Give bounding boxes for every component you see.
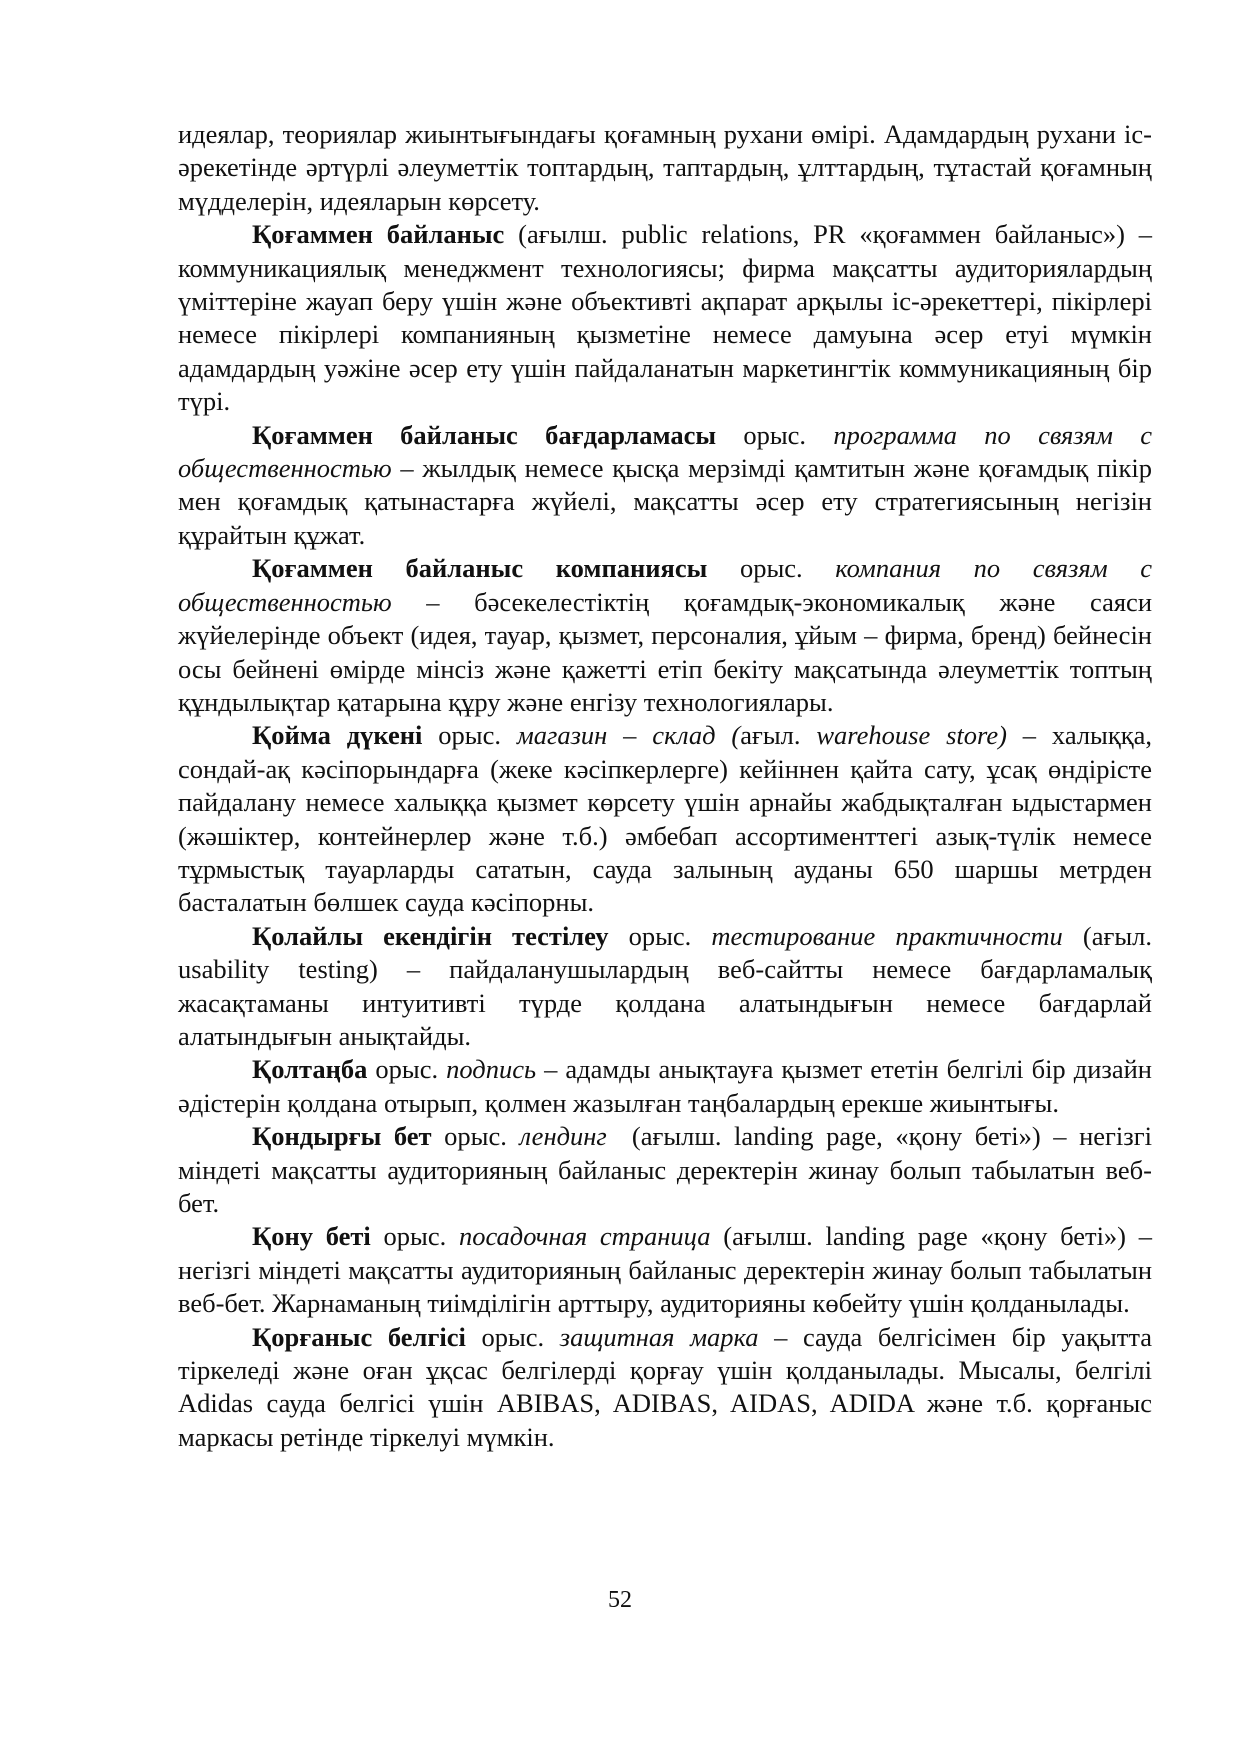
entry-russian-term: лендинг bbox=[519, 1121, 607, 1152]
entry-text: орыс. bbox=[367, 1054, 447, 1085]
entry-text: (ағылш. landing page «қону беті») – негізгі міндеті мақсатты аудиторияның байланыс деректерін жинау болып табылатын веб-бет. Жарнаманың тиімділігін арттыру, аудиторияны көбейту үшін қолданылады. bbox=[178, 1221, 1153, 1319]
entry-paragraph bbox=[178, 552, 1152, 719]
entry-term: Қоғаммен байланыс бағдарламасы bbox=[252, 419, 717, 450]
entry-russian-term: подпись bbox=[446, 1054, 537, 1085]
intro-text: идеялар, теориялар жиынтығындағы қоғамның рухани өмірі. Адамдардың рухани іс-әрекетінде әртүрлі әлеуметтік топтардың, таптардың, ұлттардың, тұтастай қоғамның мүдделерін, идеяларын көрсету. bbox=[178, 119, 1152, 216]
entry-text: орыс. bbox=[422, 720, 517, 751]
entry-text: – бәсекелестіктің қоғамдық-экономикалық және саяси жүйелерінде объект (идея, тауар, қызмет, персоналия, ұйым – фирма, бренд) бейнесін осы бейнені өмірде мінсіз және қажетті етіп бекіту мақсатында әлеуметтік топтың құндылықтар қатарына құру және енгізу технологиялары. bbox=[178, 586, 1152, 717]
entry-text: орыс. bbox=[608, 920, 712, 951]
entry-paragraph bbox=[178, 1053, 1152, 1120]
entry-text: (ағыл. usability testing) – пайдаланушылардың веб-сайтты немесе бағдарламалық жасақтаманы интуитивті түрде қолдана алатындығын немесе бағдарлай алатындығын анықтайды. bbox=[178, 920, 1152, 1051]
page-body bbox=[178, 118, 1159, 1454]
entry-russian-term: защитная марка bbox=[559, 1321, 759, 1352]
entry-text: орыс. bbox=[707, 553, 836, 584]
entry-term: Қону беті bbox=[252, 1221, 371, 1252]
entry-text: орыс. bbox=[370, 1221, 459, 1252]
entry-text: (ағылш. public relations, PR «қоғаммен байланыс») – коммуникациялық менеджмент технологиясы; фирма мақсатты аудиториялардың үміттеріне жауап беру үшін және объективті ақпарат арқылы іс-әрекеттері, пікірлері немесе пікірлері компанияның қызметіне немесе дамуына әсер етуі мүмкін адамдардың уәжіне әсер ету үшін пайдаланатын маркетингтік коммуникацияның бір түрі. bbox=[178, 219, 1152, 417]
entry-term: Қойма дүкені bbox=[252, 720, 423, 751]
entry-paragraph bbox=[178, 1220, 1152, 1320]
entry-text: – сауда белгісімен бір уақытта тіркеледі және оған ұқсас белгілерді қорғау үшін қолданылады. Мысалы, белгілі Adidas сауда белгісі үшін ABIBAS, ADIBAS, AIDAS, ADIDA және т.б. қорғаныс маркасы ретінде тіркелуі мүмкін. bbox=[178, 1321, 1152, 1452]
entry-paragraph bbox=[178, 1321, 1152, 1455]
entry-paragraph bbox=[178, 419, 1152, 553]
entry-paragraph bbox=[178, 920, 1152, 1054]
entry-text: – жылдық немесе қысқа мерзімді қамтитын және қоғамдық пікір мен қоғамдық қатынастарға жүйелі, мақсатты әсер ету стратегиясының негізін құрайтын құжат. bbox=[178, 453, 1152, 550]
entry-text: – адамды анықтауға қызмет ететін белгілі бір дизайн әдістерін қолдана отырып, қолмен жазылған таңбалардың ерекше жиынтығы. bbox=[178, 1054, 1152, 1118]
entry-text: ағыл. bbox=[740, 720, 817, 751]
entry-text: орыс. bbox=[431, 1121, 520, 1152]
entry-paragraph bbox=[178, 218, 1152, 418]
entry-term: Қолайлы екендігін тестілеу bbox=[252, 920, 609, 951]
entry-russian-term: программа по связям с общественностью bbox=[178, 419, 1152, 484]
entry-paragraph bbox=[178, 719, 1152, 919]
entry-term: Қоғаммен байланыс компаниясы bbox=[252, 553, 708, 584]
page-number: 52 bbox=[608, 1587, 632, 1613]
entry-paragraph bbox=[178, 1120, 1159, 1220]
entry-text: орыс. bbox=[716, 419, 834, 450]
entry-term: Қоғаммен байланыс bbox=[252, 219, 505, 250]
entry-russian-term: посадочная страница bbox=[458, 1221, 711, 1252]
entry-russian-term: компания по связям с общественностью bbox=[178, 553, 1152, 617]
entry-english-term: warehouse store) bbox=[816, 720, 1007, 751]
entry-text: орыс. bbox=[465, 1321, 560, 1352]
entry-text: (ағылш. landing page, «қону беті») – негізгі міндеті мақсатты аудиторияның байланыс деректерін жинау болып табылатын веб-бет. bbox=[178, 1121, 1159, 1218]
entry-term: Қорғаныс белгісі bbox=[252, 1321, 466, 1352]
entry-russian-term: магазин – склад ( bbox=[516, 720, 741, 751]
entry-text: – халыққа, сондай-ақ кәсіпорындарға (жеке кәсіпкерлерге) кейіннен қайта сату, ұсақ өндірісте пайдалану немесе халыққа қызмет көрсету үшін арнайы жабдықталған ыдыстармен (жәшіктер, контейнерлер және т.б.) әмбебап ассортименттегі азық-түлік немесе тұрмыстық тауарларды сататын, сауда залының ауданы 650 шаршы метрден басталатын бөлшек сауда кәсіпорны. bbox=[178, 720, 1152, 918]
entry-russian-term: тестирование практичности bbox=[711, 920, 1063, 951]
entry-term: Қондырғы бет bbox=[252, 1121, 432, 1152]
intro-paragraph bbox=[178, 118, 1152, 218]
entry-term: Қолтаңба bbox=[252, 1054, 368, 1085]
